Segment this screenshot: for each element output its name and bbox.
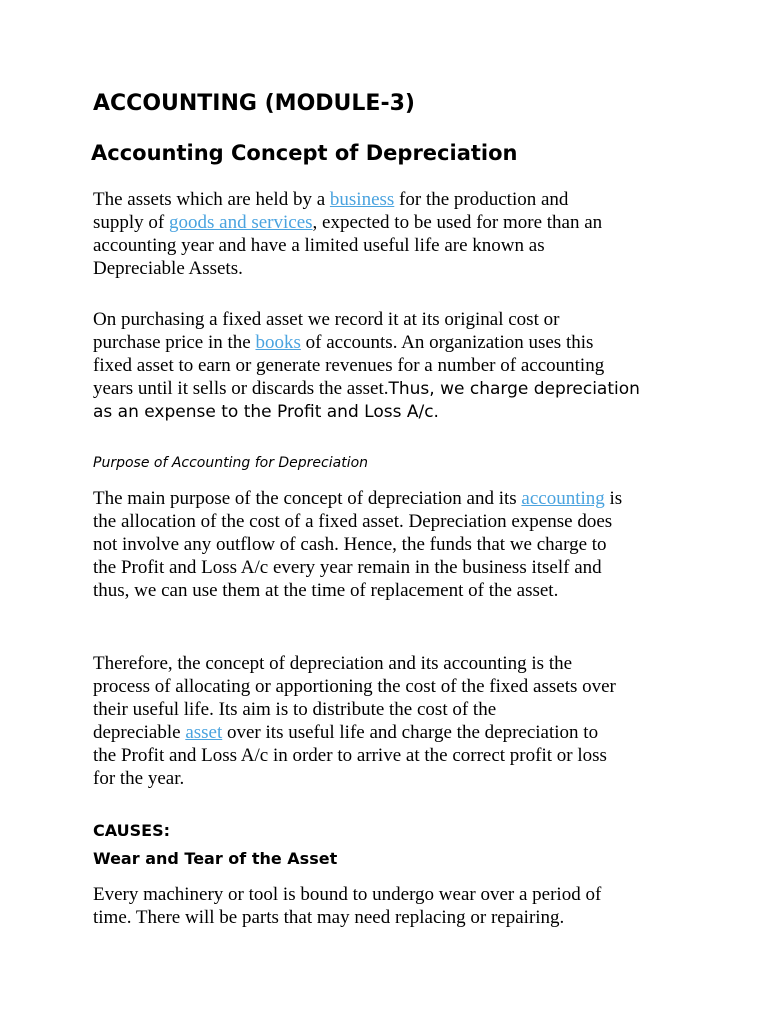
- text-line: the allocation of the cost of a fixed asset. Depreciation expense does: [93, 511, 613, 532]
- text-line: fixed asset to earn or generate revenues for a number of accounting: [93, 355, 605, 376]
- text-line: [93, 487, 693, 510]
- purpose-caption: Purpose of Accounting for Depreciation: [93, 455, 369, 471]
- text-segment: years until it sells or discards the asset.: [93, 378, 389, 399]
- text-line: [93, 188, 693, 211]
- paragraph-depreciable-assets: [93, 188, 693, 280]
- text-line: [93, 211, 693, 234]
- text-segment: over its useful life and charge the depreciation to: [222, 722, 599, 743]
- text-line: not involve any outflow of cash. Hence, the funds that we charge to: [93, 534, 607, 555]
- text-segment: , expected to be used for more than an: [312, 212, 603, 233]
- text-segment: is: [604, 488, 623, 509]
- text-line: accounting year and have a limited useful life are known as: [93, 235, 545, 256]
- link-accounting[interactable]: accounting: [521, 488, 605, 509]
- text-line: their useful life. Its aim is to distribute the cost of the: [93, 699, 497, 720]
- text-segment: of accounts. An organization uses this: [300, 332, 594, 353]
- text-segment: purchase price in the: [93, 332, 256, 353]
- text-line: [93, 377, 693, 401]
- text-segment: Thus, we charge depreciation: [388, 379, 640, 399]
- text-segment: The assets which are held by a: [93, 189, 330, 210]
- text-line: Every machinery or tool is bound to undergo wear over a period of: [93, 884, 602, 905]
- text-line: time. There will be parts that may need replacing or repairing.: [93, 907, 565, 928]
- text-line: On purchasing a fixed asset we record it at its original cost or: [93, 309, 560, 330]
- text-line: the Profit and Loss A/c every year remain in the business itself and: [93, 557, 602, 578]
- text-line: [93, 331, 693, 354]
- concept-title: Accounting Concept of Depreciation: [91, 141, 518, 165]
- text-line: Therefore, the concept of depreciation and its accounting is the: [93, 653, 573, 674]
- text-segment: depreciable: [93, 722, 186, 743]
- link-business[interactable]: business: [329, 189, 395, 210]
- text-line: for the year.: [93, 768, 185, 789]
- text-segment: supply of: [93, 212, 169, 233]
- link-asset[interactable]: asset: [185, 722, 223, 743]
- text-segment: The main purpose of the concept of depreciation and its: [93, 488, 522, 509]
- text-line: as an expense to the Profit and Loss A/c.: [93, 402, 439, 422]
- text-line: [93, 721, 693, 744]
- causes-heading: CAUSES:: [93, 821, 170, 840]
- text-line: the Profit and Loss A/c in order to arrive at the correct profit or loss: [93, 745, 607, 766]
- text-line: thus, we can use them at the time of replacement of the asset.: [93, 580, 559, 601]
- text-line: Depreciable Assets.: [93, 258, 243, 279]
- text-segment: for the production and: [394, 189, 569, 210]
- paragraph-main-purpose: [93, 487, 693, 602]
- paragraph-therefore: [93, 652, 693, 790]
- link-books[interactable]: books: [255, 332, 301, 353]
- text-line: process of allocating or apportioning the cost of the fixed assets over: [93, 676, 616, 697]
- wear-and-tear-heading: Wear and Tear of the Asset: [93, 849, 338, 868]
- link-goods-and-services[interactable]: goods and services: [169, 212, 313, 233]
- module-title: ACCOUNTING (MODULE-3): [93, 91, 415, 116]
- paragraph-fixed-asset: [93, 308, 693, 424]
- paragraph-wear-and-tear: [93, 883, 693, 929]
